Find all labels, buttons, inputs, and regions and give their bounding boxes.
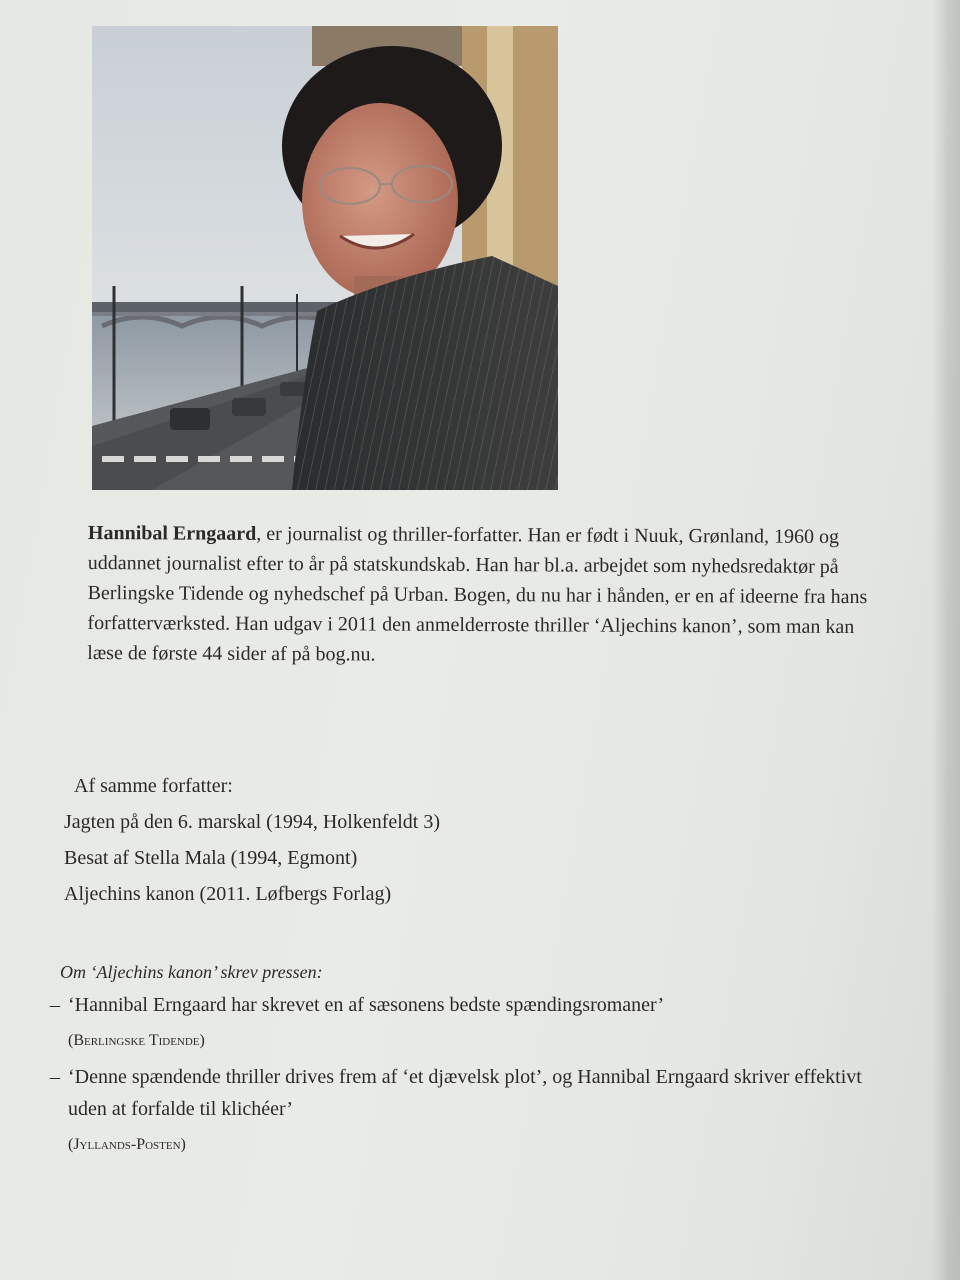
press-quote (50, 989, 870, 1021)
book-item: Besat af Stella Mala (1994, Egmont) (64, 847, 358, 869)
author-name: Hannibal Erngaard (87, 521, 257, 545)
book-list-heading: Af samme forfatter: (74, 775, 233, 797)
quote-source: (Jyllands-Posten) (68, 1136, 186, 1153)
author-photo-illustration (92, 26, 558, 490)
page-edge-shadow (932, 0, 960, 1280)
press-heading: Om ‘Aljechins kanon’ skrev pressen: (60, 962, 323, 982)
author-photo (92, 26, 558, 490)
author-bio (87, 518, 888, 672)
book-item: Aljechins kanon (2011. Løfbergs Forlag) (64, 883, 392, 905)
quote-text: ‘Denne spændende thriller drives frem af ‘et djævelsk plot’, og Hannibal Erngaard skriver effektivt uden at forfalde til klichéer’ (68, 1066, 862, 1120)
book-list (64, 768, 764, 912)
quote-text: ‘Hannibal Erngaard har skrevet en af sæsonens bedste spændingsromaner’ (68, 994, 665, 1016)
book-item: Jagten på den 6. marskal (1994, Holkenfeldt 3) (64, 811, 441, 833)
author-bio-text: , er journalist og thriller-forfatter. Han er født i Nuuk, Grønland, 1960 og uddannet journalist efter to år på statskundskab. Han har bl.a. arbejdet som nyhedsredaktør på Berlingske Tidende og nyhedschef på Urban. Bogen, du nu har i hånden, er en af ideerne fra hans forfatterværksted. Han udgav i 2011 den anmelderroste thriller ‘Aljechins kanon’, som man kan læse de første 44 sider af på bog.nu. (87, 522, 868, 666)
quote-source: (Berlingske Tidende) (68, 1032, 205, 1049)
press-quote (50, 1061, 870, 1125)
quote-dash: – (50, 994, 60, 1016)
quote-dash: – (50, 1066, 60, 1088)
press-reviews (50, 955, 870, 1165)
